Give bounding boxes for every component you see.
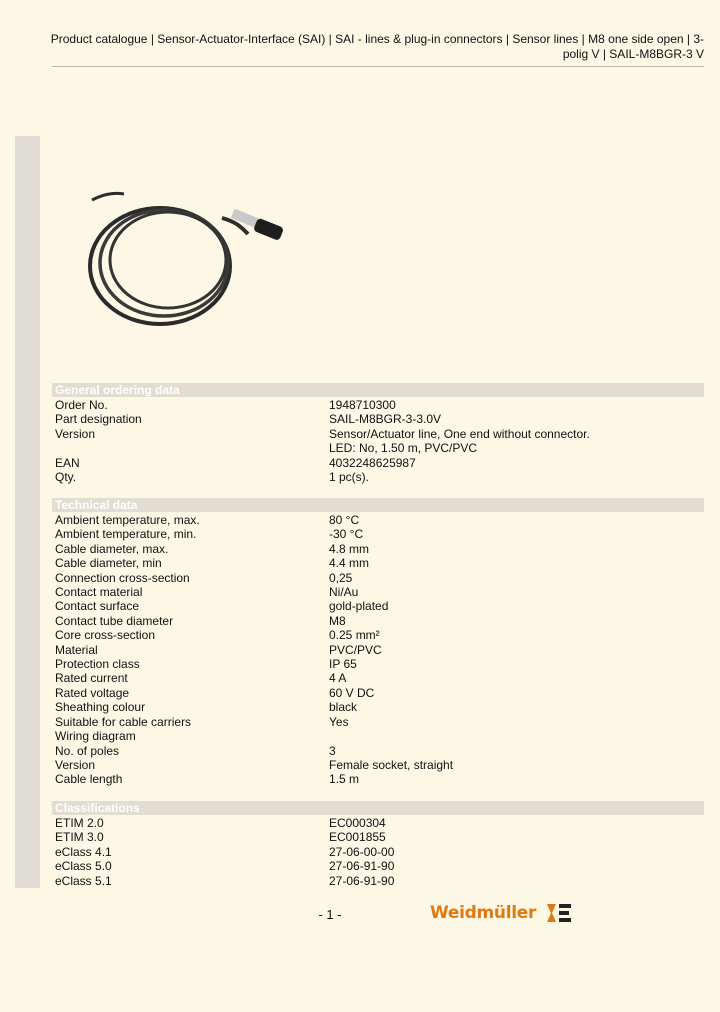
table-row: eClass 5.0 27-06-91-90 xyxy=(55,859,395,874)
breadcrumb: Product catalogue | Sensor-Actuator-Interface (SAI) | SAI - lines & plug-in connectors | Sensor lines | M8 one side open | 3-polig V | SAIL-M8BGR-3 V xyxy=(50,32,704,61)
product-photo xyxy=(72,170,302,360)
table-row: Connection cross-section 0,25 xyxy=(55,570,353,585)
table-row: Protection class IP 65 xyxy=(55,657,357,672)
table-row: Sheathing colour black xyxy=(55,700,358,715)
table-row: eClass 4.1 27-06-00-00 xyxy=(55,844,395,859)
section-title: General ordering data xyxy=(52,383,704,397)
section-title: Technical data xyxy=(52,498,704,512)
table-row: Suitable for cable carriers Yes xyxy=(55,714,349,729)
brand-mark-icon xyxy=(544,901,574,925)
left-margin-bar xyxy=(15,136,40,888)
table-row: Contact material Ni/Au xyxy=(55,585,359,600)
brand-logo xyxy=(430,899,574,927)
table-row: Rated current 4 A xyxy=(55,671,347,686)
table-row: Cable diameter, min 4.4 mm xyxy=(55,556,370,571)
table-row: Part designation SAIL-M8BGR-3-3.0V xyxy=(55,412,442,427)
page-number: - 1 - xyxy=(318,907,342,922)
table-row: ETIM 3.0 EC001855 xyxy=(55,830,386,845)
table-row: Order No. 1948710300 xyxy=(55,398,396,412)
table-row: Contact surface gold-plated xyxy=(55,599,389,614)
table-row: No. of poles 3 xyxy=(55,743,336,758)
brand-name: Weidmüller xyxy=(430,903,537,923)
table-row: Material PVC/PVC xyxy=(55,642,382,657)
table-row: ETIM 2.0 EC000304 xyxy=(55,816,386,830)
table-row: Cable length 1.5 m xyxy=(55,772,360,787)
table-row: eClass 5.1 27-06-91-90 xyxy=(55,873,395,888)
table-row: Ambient temperature, max. 80 °C xyxy=(55,513,360,527)
table-row: Version Female socket, straight xyxy=(55,757,454,772)
classifications-section xyxy=(52,801,704,888)
section-title: Classifications xyxy=(52,801,704,815)
table-row: Ambient temperature, min. -30 °C xyxy=(55,527,364,542)
table-row: Contact tube diameter M8 xyxy=(55,613,346,628)
technical-data-section xyxy=(52,498,704,787)
table-row: Core cross-section 0.25 mm² xyxy=(55,628,380,643)
table-row: Version Sensor/Actuator line, One end without connector. xyxy=(55,426,590,441)
table-row: LED: No, 1.50 m, PVC/PVC xyxy=(329,441,478,456)
table-row: Rated voltage 60 V DC xyxy=(55,685,375,700)
table-row: EAN 4032248625987 xyxy=(55,455,416,470)
table-row: Cable diameter, max. 4.8 mm xyxy=(55,541,370,556)
general-ordering-section xyxy=(52,383,704,484)
table-row: Wiring diagram xyxy=(55,729,136,744)
breadcrumb-divider xyxy=(52,66,704,67)
table-row: Qty. 1 pc(s). xyxy=(55,470,370,485)
